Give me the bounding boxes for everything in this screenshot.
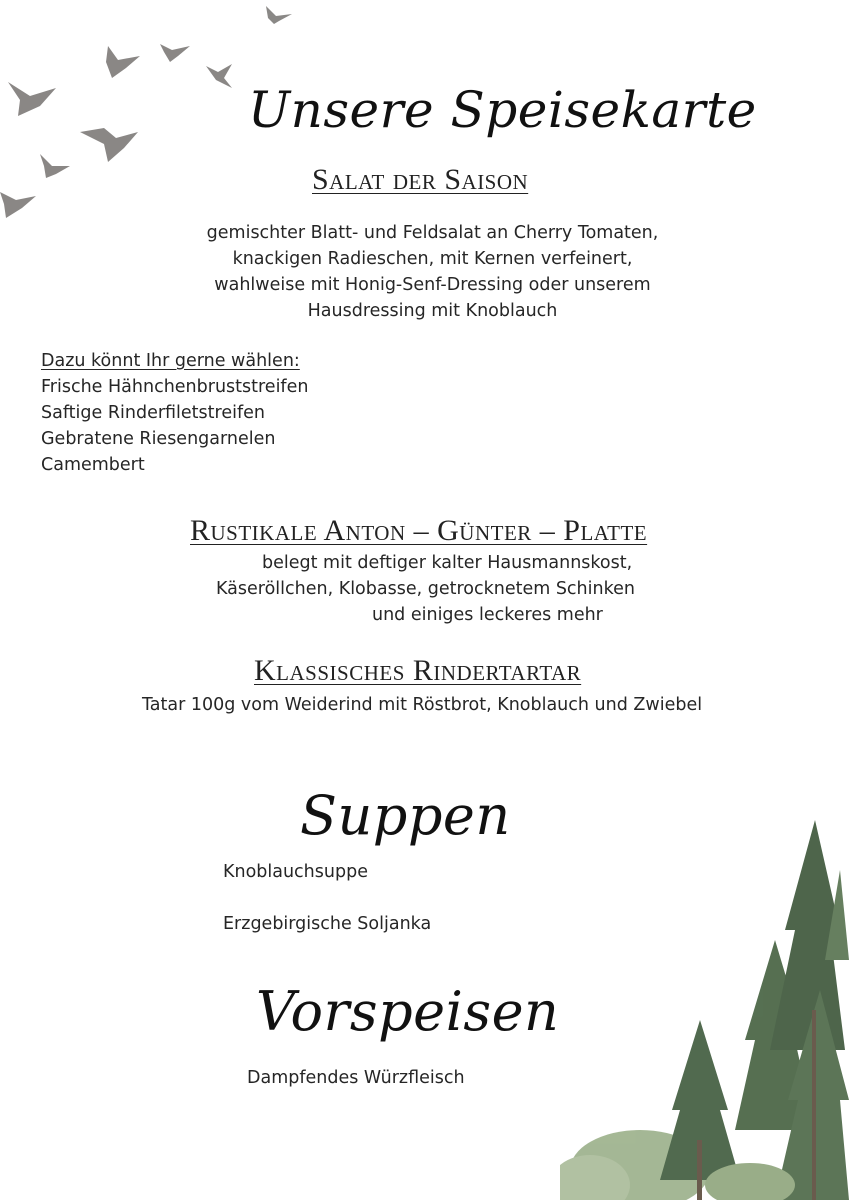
menu-item: Dampfendes Würzfleisch (247, 1068, 465, 1088)
option-item: Gebratene Riesengarnelen (41, 429, 276, 449)
description-line: und einiges leckeres mehr (372, 605, 603, 625)
description-line: belegt mit deftiger kalter Hausmannskost, (262, 553, 633, 573)
section-heading-platte: Rustikale Anton – Günter – Platte (190, 514, 648, 547)
platte-description (0, 550, 849, 628)
description-line: wahlweise mit Honig-Senf-Dressing oder unserem (214, 275, 651, 295)
section-heading-tartar: Klassisches Rindertartar (254, 654, 582, 687)
description-line: Hausdressing mit Knoblauch (307, 301, 558, 321)
menu-item: Knoblauchsuppe (223, 862, 368, 882)
section-heading-suppen: Suppen (300, 784, 511, 847)
tartar-description: Tatar 100g vom Weiderind mit Röstbrot, Knoblauch und Zwiebel (142, 695, 703, 715)
options-intro: Dazu könnt Ihr gerne wählen: (41, 351, 300, 371)
fir-trees-decoration-icon (560, 810, 849, 1200)
section-heading-salat: Salat der Saison (312, 163, 529, 196)
salat-description (180, 220, 685, 324)
option-item: Saftige Rinderfiletstreifen (41, 403, 265, 423)
option-item: Frische Hähnchenbruststreifen (41, 377, 309, 397)
description-line: gemischter Blatt- und Feldsalat an Cherry Tomaten, (206, 223, 659, 243)
salat-options (41, 348, 308, 478)
description-line: knackigen Radieschen, mit Kernen verfeinert, (232, 249, 633, 269)
description-line: Käseröllchen, Klobasse, getrocknetem Schinken (216, 579, 635, 599)
menu-item: Erzgebirgische Soljanka (223, 914, 432, 934)
page-title: Unsere Speisekarte (248, 81, 757, 139)
option-item: Camembert (41, 455, 145, 475)
section-heading-vorspeisen: Vorspeisen (256, 980, 560, 1043)
